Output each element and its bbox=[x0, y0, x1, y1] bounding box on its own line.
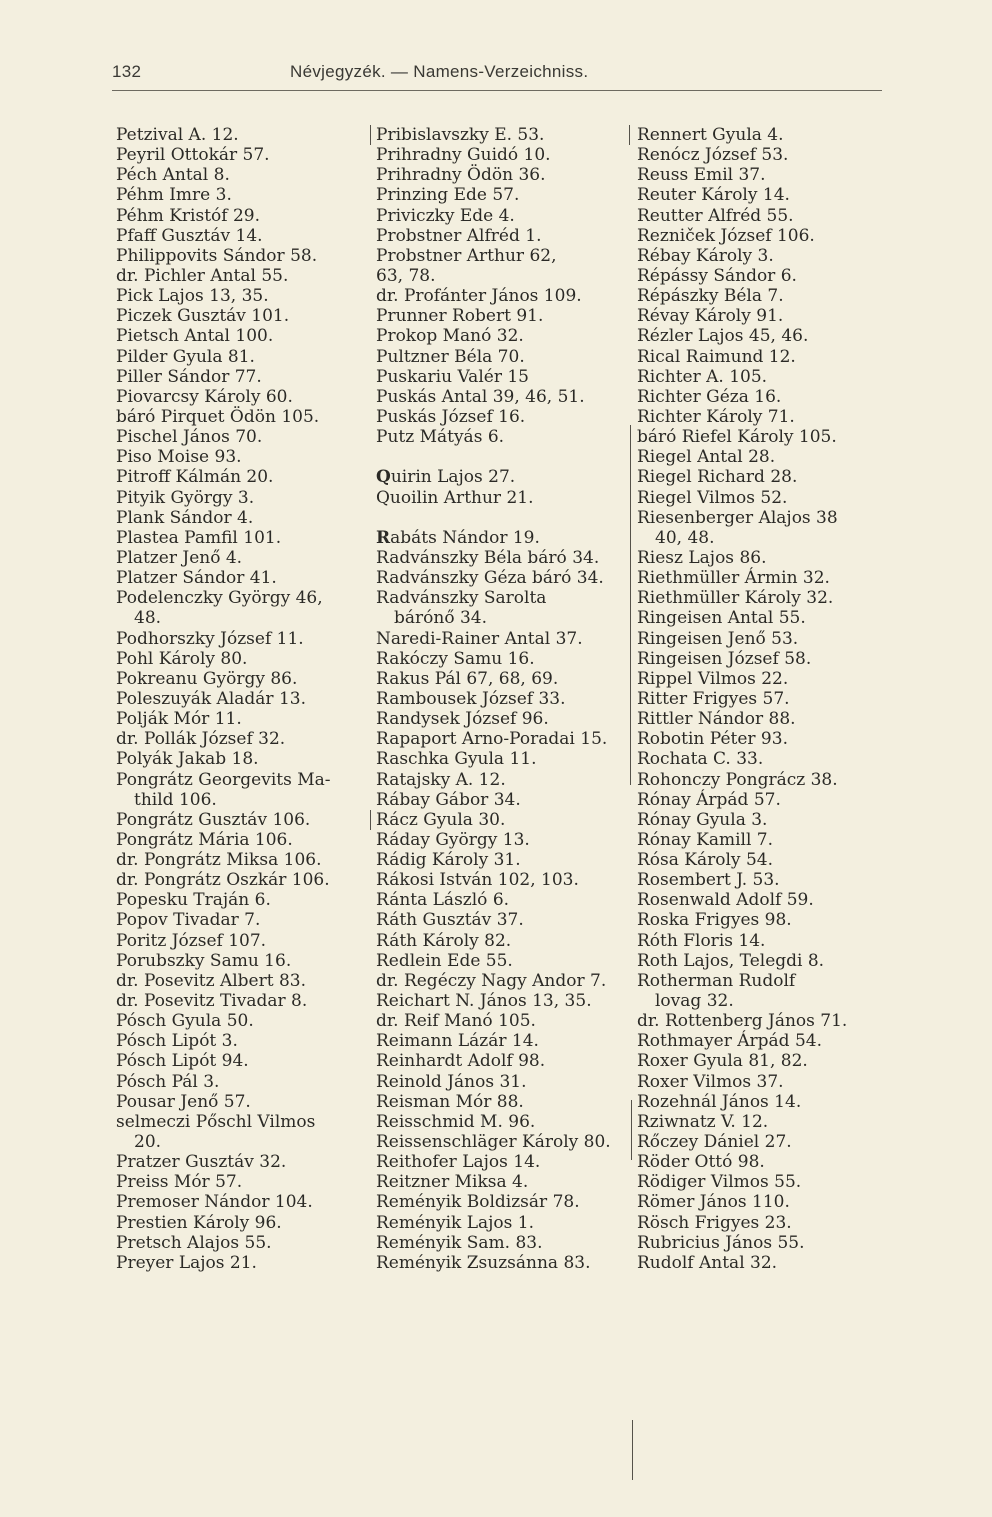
directory-entry: Pischel János 70. bbox=[116, 427, 263, 448]
directory-entry: Rödiger Vilmos 55. bbox=[637, 1172, 802, 1193]
directory-entry: Pfaff Gusztáv 14. bbox=[116, 225, 263, 246]
directory-entry: selmeczi Pőschl Vilmos bbox=[116, 1111, 316, 1132]
column-divider bbox=[631, 1100, 632, 1160]
header-rule bbox=[112, 90, 882, 91]
directory-entry: Roxer Gyula 81, 82. bbox=[637, 1051, 808, 1072]
directory-entry: dr. Pichler Antal 55. bbox=[116, 265, 289, 286]
directory-entry: báró Pirquet Ödön 105. bbox=[116, 406, 320, 427]
directory-entry: Petzival A. 12. bbox=[116, 125, 239, 145]
directory-entry: Preyer Lajos 21. bbox=[116, 1252, 257, 1273]
directory-entry: Popov Tivadar 7. bbox=[116, 910, 261, 931]
directory-entry: bárónő 34. bbox=[394, 608, 488, 629]
directory-entry: Reuss Emil 37. bbox=[637, 165, 766, 186]
directory-entry: Rósa Károly 54. bbox=[637, 850, 773, 871]
directory-entry: Ráth Gusztáv 37. bbox=[376, 910, 524, 931]
directory-entry: dr. Posevitz Albert 83. bbox=[116, 970, 307, 991]
directory-entry: Reisschmid M. 96. bbox=[376, 1111, 536, 1132]
directory-entry: Peyril Ottokár 57. bbox=[116, 145, 270, 166]
directory-entry: Rziwnatz V. 12. bbox=[637, 1111, 769, 1132]
directory-entry: Pongrátz Georgevits Ma- bbox=[116, 769, 331, 790]
directory-entry: Répássy Sándor 6. bbox=[637, 265, 797, 286]
directory-entry: Randysek József 96. bbox=[376, 709, 549, 730]
column-divider bbox=[629, 125, 630, 145]
directory-entry: Piovarcsy Károly 60. bbox=[116, 386, 293, 407]
directory-entry: Römer János 110. bbox=[637, 1192, 790, 1213]
directory-entry: Radvánszky Géza báró 34. bbox=[376, 568, 604, 589]
directory-entry: Pousar Jenő 57. bbox=[116, 1091, 251, 1112]
directory-entry: Preiss Mór 57. bbox=[116, 1172, 243, 1193]
directory-entry: Robotin Péter 93. bbox=[637, 729, 788, 750]
directory-entry: Pretsch Alajos 55. bbox=[116, 1232, 272, 1253]
directory-entry: Poleszuyák Aladár 13. bbox=[116, 688, 306, 709]
directory-entry: Plank Sándor 4. bbox=[116, 507, 254, 528]
directory-entry: Rezniček József 106. bbox=[637, 225, 815, 246]
directory-entry: Pilder Gyula 81. bbox=[116, 346, 255, 367]
directory-entry: Rabáts Nándor 19. bbox=[376, 527, 540, 548]
directory-entry: báró Riefel Károly 105. bbox=[637, 427, 837, 448]
directory-entry: Prinzing Ede 57. bbox=[376, 185, 520, 206]
directory-entry: Reményik Sam. 83. bbox=[376, 1232, 543, 1253]
directory-entry: Pitroff Kálmán 20. bbox=[116, 467, 274, 488]
directory-entry: Rozehnál János 14. bbox=[637, 1091, 802, 1112]
directory-entry: Reitzner Miksa 4. bbox=[376, 1172, 529, 1193]
column-divider bbox=[630, 425, 631, 785]
directory-entry: Riethmüller Ármin 32. bbox=[637, 568, 830, 589]
directory-entry: Röder Ottó 98. bbox=[637, 1152, 765, 1173]
directory-entry: Radvánszky Sarolta bbox=[376, 588, 547, 609]
running-title: Névjegyzék. — Namens-Verzeichniss. bbox=[290, 62, 589, 81]
directory-entry: Redlein Ede 55. bbox=[376, 950, 513, 971]
directory-entry: dr. Rottenberg János 71. bbox=[637, 1011, 848, 1032]
directory-entry: 48. bbox=[134, 608, 162, 629]
directory-entry: Ritter Frigyes 57. bbox=[637, 688, 790, 709]
directory-entry: Piso Moise 93. bbox=[116, 447, 242, 468]
directory-entry: Pongrátz Mária 106. bbox=[116, 829, 293, 850]
directory-entry: Ráday György 13. bbox=[376, 829, 530, 850]
directory-entry: Pribislavszky E. 53. bbox=[376, 125, 545, 145]
directory-entry: Péhm Imre 3. bbox=[116, 185, 232, 206]
directory-entry: lovag 32. bbox=[655, 991, 734, 1012]
column-divider bbox=[370, 810, 371, 830]
page-header bbox=[112, 60, 882, 86]
directory-entry bbox=[376, 447, 611, 467]
directory-entry: Probstner Arthur 62, bbox=[376, 245, 557, 266]
directory-entry: Platzer Jenő 4. bbox=[116, 547, 243, 568]
directory-entry: Porubszky Samu 16. bbox=[116, 950, 292, 971]
directory-entry: dr. Regéczy Nagy Andor 7. bbox=[376, 970, 607, 991]
directory-entry: Rácz Gyula 30. bbox=[376, 809, 506, 830]
directory-entry: Reissenschläger Károly 80. bbox=[376, 1132, 611, 1153]
directory-entry: Priviczky Ede 4. bbox=[376, 205, 515, 226]
directory-entry: Rudolf Antal 32. bbox=[637, 1252, 778, 1273]
directory-entry: Prestien Károly 96. bbox=[116, 1212, 282, 1233]
directory-entry: Prihradny Guidó 10. bbox=[376, 145, 551, 166]
directory-entry: Rical Raimund 12. bbox=[637, 346, 796, 367]
directory-entry: Raschka Gyula 11. bbox=[376, 749, 537, 770]
directory-entry: Rőczey Dániel 27. bbox=[637, 1132, 792, 1153]
directory-entry: Rotherman Rudolf bbox=[637, 970, 796, 991]
directory-entry: Pongrátz Gusztáv 106. bbox=[116, 809, 311, 830]
page-number: 132 bbox=[112, 62, 142, 81]
directory-entry: Rambousek József 33. bbox=[376, 688, 566, 709]
directory-entry: Plastea Pamfil 101. bbox=[116, 527, 282, 548]
directory-entry: Ránta László 6. bbox=[376, 890, 510, 911]
directory-entry: Naredi-Rainer Antal 37. bbox=[376, 628, 583, 649]
directory-entry: Roth Lajos, Telegdi 8. bbox=[637, 950, 825, 971]
directory-entry: Reisman Mór 88. bbox=[376, 1091, 524, 1112]
directory-entry: dr. Pongrátz Miksa 106. bbox=[116, 850, 322, 871]
directory-entry: dr. Pollák József 32. bbox=[116, 729, 286, 750]
directory-entry: Prihradny Ödön 36. bbox=[376, 165, 546, 186]
directory-entry: Péch Antal 8. bbox=[116, 165, 230, 186]
directory-entry: Platzer Sándor 41. bbox=[116, 568, 277, 589]
directory-entry: Rádig Károly 31. bbox=[376, 850, 521, 871]
directory-entry: Pósch Lipót 3. bbox=[116, 1031, 238, 1052]
directory-entry: Ringeisen Jenő 53. bbox=[637, 628, 799, 649]
directory-entry: Riegel Richard 28. bbox=[637, 467, 798, 488]
directory-entry bbox=[376, 508, 611, 528]
name-column-3 bbox=[637, 125, 847, 1273]
directory-entry: Riegel Vilmos 52. bbox=[637, 487, 788, 508]
directory-entry: Prokop Manó 32. bbox=[376, 326, 524, 347]
directory-entry: Pityik György 3. bbox=[116, 487, 255, 508]
directory-entry: Roxer Vilmos 37. bbox=[637, 1071, 784, 1092]
directory-entry: Podhorszky József 11. bbox=[116, 628, 304, 649]
directory-entry: 63, 78. bbox=[376, 265, 436, 286]
directory-entry: Rosenwald Adolf 59. bbox=[637, 890, 814, 911]
directory-entry: Roska Frigyes 98. bbox=[637, 910, 792, 931]
directory-entry: Reutter Alfréd 55. bbox=[637, 205, 794, 226]
directory-entry: Rapaport Arno-Poradai 15. bbox=[376, 729, 608, 750]
directory-entry: Polják Mór 11. bbox=[116, 709, 242, 730]
directory-entry: Rábay Gábor 34. bbox=[376, 789, 521, 810]
directory-entry: dr. Profánter János 109. bbox=[376, 286, 582, 307]
directory-entry: Poritz József 107. bbox=[116, 930, 267, 951]
directory-entry: Piczek Gusztáv 101. bbox=[116, 306, 290, 327]
directory-entry: Podelenczky György 46, bbox=[116, 588, 323, 609]
directory-entry: Reimann Lázár 14. bbox=[376, 1031, 539, 1052]
directory-entry: Rakóczy Samu 16. bbox=[376, 648, 535, 669]
name-column-2 bbox=[376, 125, 611, 1273]
directory-entry: Répászky Béla 7. bbox=[637, 286, 784, 307]
directory-entry: Putz Mátyás 6. bbox=[376, 427, 505, 448]
directory-entry: Ráth Károly 82. bbox=[376, 930, 512, 951]
directory-entry: Pósch Pál 3. bbox=[116, 1071, 220, 1092]
directory-entry: Puskás József 16. bbox=[376, 406, 526, 427]
directory-entry: Premoser Nándor 104. bbox=[116, 1192, 313, 1213]
directory-entry: Reuter Károly 14. bbox=[637, 185, 790, 206]
directory-entry: Reményik Zsuzsánna 83. bbox=[376, 1252, 591, 1273]
directory-entry: Rothmayer Árpád 54. bbox=[637, 1031, 823, 1052]
directory-entry: Quirin Lajos 27. bbox=[376, 467, 516, 488]
directory-entry: Ringeisen József 58. bbox=[637, 648, 812, 669]
directory-entry: Rösch Frigyes 23. bbox=[637, 1212, 792, 1233]
directory-entry: Reithofer Lajos 14. bbox=[376, 1152, 541, 1173]
directory-entry: Rónay Gyula 3. bbox=[637, 809, 768, 830]
column-divider bbox=[632, 1420, 633, 1480]
directory-entry: Rubricius János 55. bbox=[637, 1232, 805, 1253]
directory-entry: Róth Floris 14. bbox=[637, 930, 766, 951]
directory-entry: Rákosi István 102, 103. bbox=[376, 870, 579, 891]
directory-entry: 40, 48. bbox=[655, 527, 715, 548]
directory-entry: Rennert Gyula 4. bbox=[637, 125, 784, 145]
directory-entry: Pohl Károly 80. bbox=[116, 648, 248, 669]
directory-entry: Pultzner Béla 70. bbox=[376, 346, 525, 367]
directory-entry: Pósch Lipót 94. bbox=[116, 1051, 249, 1072]
column-divider bbox=[370, 125, 371, 145]
directory-entry: Riethmüller Károly 32. bbox=[637, 588, 834, 609]
directory-entry: dr. Reif Manó 105. bbox=[376, 1011, 536, 1032]
directory-entry: Piller Sándor 77. bbox=[116, 366, 262, 387]
directory-entry: Reményik Boldizsár 78. bbox=[376, 1192, 580, 1213]
directory-entry: Pokreanu György 86. bbox=[116, 668, 298, 689]
directory-entry: Rohonczy Pongrácz 38. bbox=[637, 769, 838, 790]
name-column-1 bbox=[116, 125, 331, 1273]
directory-entry: Rosembert J. 53. bbox=[637, 870, 780, 891]
directory-entry: 20. bbox=[134, 1132, 162, 1153]
directory-entry: Popesku Traján 6. bbox=[116, 890, 271, 911]
directory-entry: Richter Károly 71. bbox=[637, 406, 795, 427]
directory-entry: Rochata C. 33. bbox=[637, 749, 764, 770]
directory-entry: Reinold János 31. bbox=[376, 1071, 527, 1092]
directory-entry: Reinhardt Adolf 98. bbox=[376, 1051, 546, 1072]
directory-entry: Rippel Vilmos 22. bbox=[637, 668, 789, 689]
directory-entry: Quoilin Arthur 21. bbox=[376, 487, 534, 508]
directory-entry: Riesenberger Alajos 38 bbox=[637, 507, 838, 528]
directory-entry: dr. Posevitz Tivadar 8. bbox=[116, 991, 308, 1012]
directory-entry: Pietsch Antal 100. bbox=[116, 326, 274, 347]
directory-entry: Révay Károly 91. bbox=[637, 306, 784, 327]
directory-entry: Richter Géza 16. bbox=[637, 386, 782, 407]
directory-entry: Puskás Antal 39, 46, 51. bbox=[376, 386, 585, 407]
directory-entry: Polyák Jakab 18. bbox=[116, 749, 259, 770]
directory-entry: Pick Lajos 13, 35. bbox=[116, 286, 269, 307]
directory-entry: Puskariu Valér 15 bbox=[376, 366, 529, 387]
directory-entry: Probstner Alfréd 1. bbox=[376, 225, 542, 246]
directory-entry: Rónay Árpád 57. bbox=[637, 789, 781, 810]
directory-entry: Rézler Lajos 45, 46. bbox=[637, 326, 809, 347]
directory-entry: Reményik Lajos 1. bbox=[376, 1212, 535, 1233]
directory-entry: Ratajsky A. 12. bbox=[376, 769, 506, 790]
directory-entry: Rónay Kamill 7. bbox=[637, 829, 774, 850]
directory-entry: Renócz József 53. bbox=[637, 145, 789, 166]
directory-entry: dr. Pongrátz Oszkár 106. bbox=[116, 870, 330, 891]
directory-entry: Rakus Pál 67, 68, 69. bbox=[376, 668, 559, 689]
directory-entry: Philippovits Sándor 58. bbox=[116, 245, 318, 266]
directory-entry: Pratzer Gusztáv 32. bbox=[116, 1152, 287, 1173]
directory-entry: Radvánszky Béla báró 34. bbox=[376, 547, 600, 568]
directory-entry: Richter A. 105. bbox=[637, 366, 768, 387]
directory-entry: Riesz Lajos 86. bbox=[637, 547, 767, 568]
directory-entry: Rébay Károly 3. bbox=[637, 245, 774, 266]
directory-entry: Riegel Antal 28. bbox=[637, 447, 776, 468]
directory-entry: Prunner Robert 91. bbox=[376, 306, 544, 327]
directory-entry: Pósch Gyula 50. bbox=[116, 1011, 254, 1032]
directory-entry: thild 106. bbox=[134, 789, 217, 810]
directory-entry: Ringeisen Antal 55. bbox=[637, 608, 806, 629]
directory-entry: Péhm Kristóf 29. bbox=[116, 205, 260, 226]
directory-entry: Rittler Nándor 88. bbox=[637, 709, 796, 730]
directory-entry: Reichart N. János 13, 35. bbox=[376, 991, 592, 1012]
